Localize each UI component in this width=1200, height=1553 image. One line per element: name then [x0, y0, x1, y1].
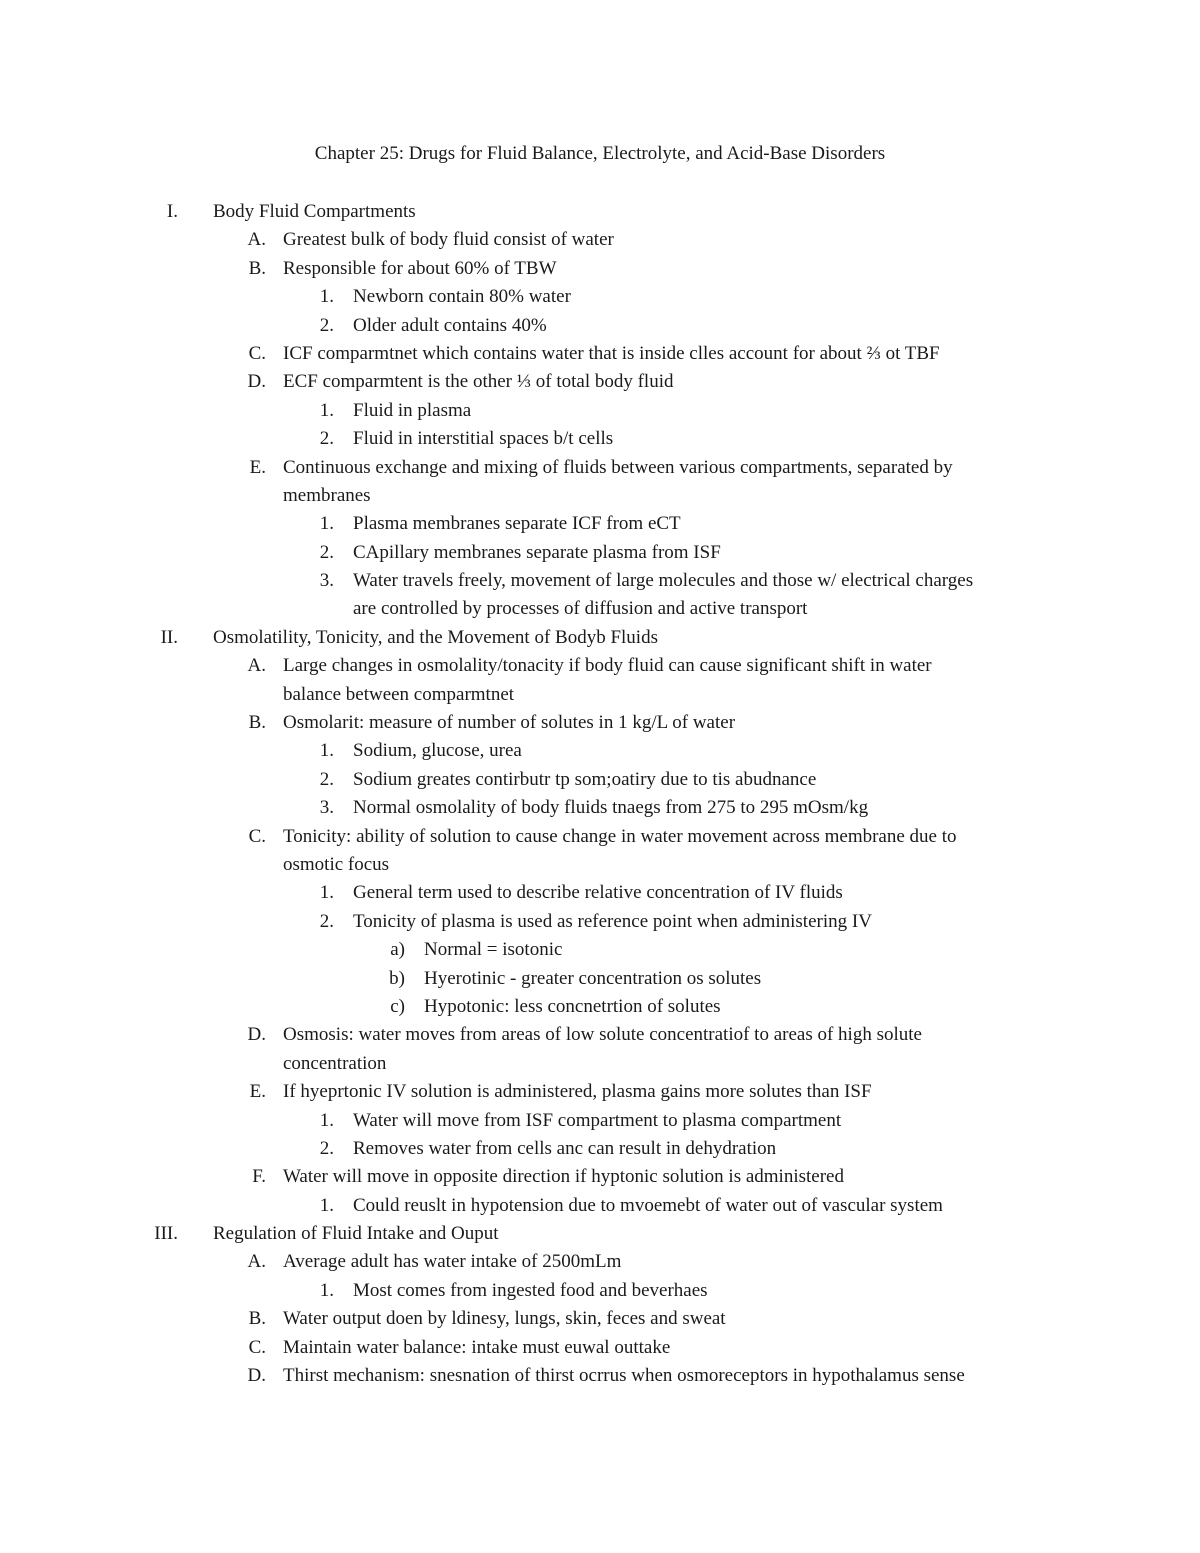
outline-marker: III.	[154, 1223, 178, 1245]
outline-text: Normal osmolality of body fluids tnaegs from 275 to 295 mOsm/kg	[353, 797, 869, 819]
outline-marker: C.	[248, 825, 266, 847]
outline-item-level-2	[0, 1362, 1200, 1390]
outline-marker: II.	[160, 626, 178, 648]
outline-item-level-3	[0, 567, 1200, 595]
outline-text: Water will move in opposite direction if hyptonic solution is administered	[283, 1166, 844, 1188]
outline-item-level-2	[0, 340, 1200, 368]
outline-item-level-3	[0, 1107, 1200, 1135]
outline-list	[0, 198, 1200, 1390]
outline-item-level-3	[0, 794, 1200, 822]
outline-marker: 2.	[319, 314, 334, 336]
outline-text: Normal = isotonic	[424, 939, 563, 961]
outline-item-level-1	[0, 1220, 1200, 1248]
outline-text: Most comes from ingested food and beverhaes	[353, 1279, 708, 1301]
outline-item-level-3	[0, 397, 1200, 425]
outline-item-level-3	[0, 737, 1200, 765]
document-title: Chapter 25: Drugs for Fluid Balance, Electrolyte, and Acid-Base Disorders	[314, 143, 886, 164]
outline-text: Older adult contains 40%	[353, 314, 547, 336]
outline-text: osmotic focus	[283, 853, 390, 875]
outline-marker: A.	[247, 229, 266, 251]
outline-item-level-2	[0, 255, 1200, 283]
outline-text: Water will move from ISF compartment to plasma compartment	[353, 1109, 842, 1131]
outline-marker: 2.	[319, 768, 334, 790]
outline-item-level-2	[0, 652, 1200, 680]
outline-text: Fluid in interstitial spaces b/t cells	[353, 428, 614, 450]
outline-text: Tonicity: ability of solution to cause change in water movement across membrane due to	[283, 825, 957, 847]
outline-text: CApillary membranes separate plasma from ISF	[353, 541, 721, 563]
outline-item-level-2	[0, 1248, 1200, 1276]
outline-marker: 1.	[319, 1279, 334, 1301]
outline-item-level-3	[0, 595, 1200, 623]
outline-text: Greatest bulk of body fluid consist of water	[283, 229, 614, 251]
outline-marker: 2.	[319, 1137, 334, 1159]
outline-item-level-3	[0, 283, 1200, 311]
outline-marker: b)	[389, 967, 405, 989]
outline-text: If hyeprtonic IV solution is administered, plasma gains more solutes than ISF	[283, 1081, 872, 1103]
outline-item-level-2	[0, 1334, 1200, 1362]
outline-marker: A.	[247, 655, 266, 677]
outline-marker: c)	[390, 995, 405, 1017]
outline-text: Sodium greates contirbutr tp som;oatiry due to tis abudnance	[353, 768, 817, 790]
outline-marker: 1.	[319, 286, 334, 308]
outline-item-level-2	[0, 226, 1200, 254]
outline-item-level-2	[0, 709, 1200, 737]
outline-text: Osmolarit: measure of number of solutes in 1 kg/L of water	[283, 712, 736, 734]
outline-text: Responsible for about 60% of TBW	[283, 257, 557, 279]
outline-item-level-3	[0, 1192, 1200, 1220]
outline-marker: E.	[249, 456, 266, 478]
outline-item-level-3	[0, 908, 1200, 936]
outline-marker: 1.	[319, 399, 334, 421]
outline-text: Maintain water balance: intake must euwal outtake	[283, 1336, 671, 1358]
outline-item-level-3	[0, 1135, 1200, 1163]
outline-text: Hypotonic: less concnetrtion of solutes	[424, 995, 721, 1017]
outline-marker: 2.	[319, 910, 334, 932]
outline-marker: 3.	[319, 570, 334, 592]
outline-marker: B.	[248, 1308, 266, 1330]
outline-item-level-2	[0, 851, 1200, 879]
outline-marker: 2.	[319, 541, 334, 563]
outline-marker: C.	[248, 342, 266, 364]
outline-item-level-4	[0, 936, 1200, 964]
outline-marker: I.	[166, 201, 178, 222]
outline-marker: 1.	[319, 1194, 334, 1216]
outline-text: Continuous exchange and mixing of fluids between various compartments, separated by	[283, 456, 953, 478]
outline-item-level-2	[0, 368, 1200, 396]
outline-item-level-2	[0, 1050, 1200, 1078]
outline-marker: D.	[247, 1024, 266, 1046]
outline-marker: C.	[248, 1336, 266, 1358]
outline-text: Newborn contain 80% water	[353, 286, 571, 308]
outline-item-level-3	[0, 425, 1200, 453]
outline-item-level-2	[0, 823, 1200, 851]
outline-marker: 1.	[319, 513, 334, 535]
outline-marker: 1.	[319, 740, 334, 762]
outline-text: Average adult has water intake of 2500mLm	[283, 1251, 622, 1273]
outline-text: Sodium, glucose, urea	[353, 740, 522, 762]
outline-text: ICF comparmtnet which contains water that is inside clles account for about ⅔ ot TBF	[283, 342, 940, 364]
outline-text: Water output doen by ldinesy, lungs, skin, feces and sweat	[283, 1308, 726, 1330]
outline-text: General term used to describe relative concentration of IV fluids	[353, 882, 843, 904]
outline-text: Thirst mechanism: snesnation of thirst ocrrus when osmoreceptors in hypothalamus sense	[283, 1365, 965, 1387]
outline-item-level-3	[0, 1277, 1200, 1305]
outline-text: Osmolatility, Tonicity, and the Movement of Bodyb Fluids	[213, 626, 658, 648]
outline-text: Water travels freely, movement of large molecules and those w/ electrical charges	[353, 570, 974, 592]
outline-text: Regulation of Fluid Intake and Ouput	[213, 1223, 499, 1245]
outline-item-level-3	[0, 879, 1200, 907]
outline-item-level-1	[0, 198, 1200, 226]
outline-item-level-2	[0, 1305, 1200, 1333]
outline-text: Could reuslt in hypotension due to mvoemebt of water out of vascular system	[353, 1194, 943, 1216]
outline-text: concentration	[283, 1052, 387, 1074]
outline-marker: D.	[247, 1365, 266, 1387]
outline-marker: 3.	[319, 797, 334, 819]
outline-item-level-4	[0, 965, 1200, 993]
outline-marker: B.	[248, 257, 266, 279]
outline-marker: E.	[249, 1081, 266, 1103]
outline-item-level-2	[0, 454, 1200, 482]
outline-text: Hyerotinic - greater concentration os solutes	[424, 967, 762, 989]
outline-marker: 1.	[319, 882, 334, 904]
outline-item-level-1	[0, 624, 1200, 652]
outline-item-level-2	[0, 1021, 1200, 1049]
outline-item-level-3	[0, 539, 1200, 567]
outline-item-level-2	[0, 681, 1200, 709]
outline-text: membranes	[283, 484, 371, 506]
outline-item-level-2	[0, 1078, 1200, 1106]
outline-text: Body Fluid Compartments	[213, 201, 416, 222]
outline-text: ECF comparmtent is the other ⅓ of total body fluid	[283, 371, 674, 393]
outline-item-level-2	[0, 482, 1200, 510]
outline-item-level-3	[0, 510, 1200, 538]
outline-marker: a)	[390, 939, 405, 961]
outline-marker: F.	[252, 1166, 266, 1188]
outline-item-level-3	[0, 766, 1200, 794]
outline-text: are controlled by processes of diffusion and active transport	[353, 598, 808, 620]
outline-marker: 2.	[319, 428, 334, 450]
outline-text: Plasma membranes separate ICF from eCT	[353, 513, 681, 535]
outline-text: Tonicity of plasma is used as reference point when administering IV	[353, 910, 872, 932]
outline-text: Osmosis: water moves from areas of low solute concentratiof to areas of high solute	[283, 1024, 922, 1046]
outline-marker: B.	[248, 712, 266, 734]
outline-marker: A.	[247, 1251, 266, 1273]
outline-item-level-2	[0, 1163, 1200, 1191]
outline-marker: 1.	[319, 1109, 334, 1131]
outline-item-level-4	[0, 993, 1200, 1021]
outline-text: Large changes in osmolality/tonacity if body fluid can cause significant shift in water	[283, 655, 932, 677]
outline-marker: D.	[247, 371, 266, 393]
outline-item-level-3	[0, 312, 1200, 340]
outline-text: Fluid in plasma	[353, 399, 472, 421]
outline-text: balance between comparmtnet	[283, 683, 515, 705]
outline-text: Removes water from cells anc can result in dehydration	[353, 1137, 777, 1159]
